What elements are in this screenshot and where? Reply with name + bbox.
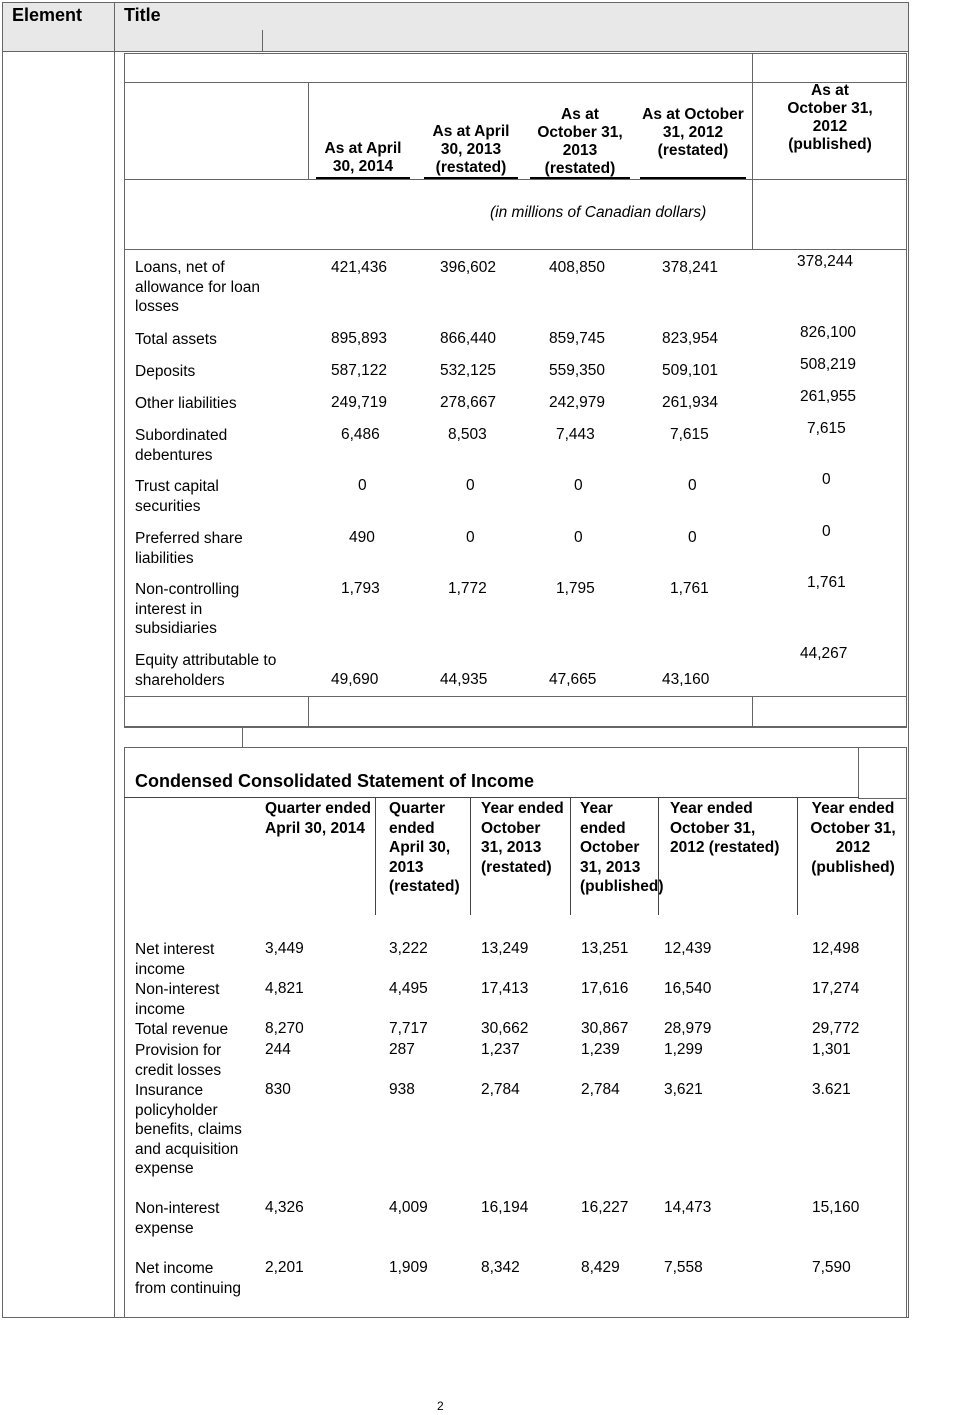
income-value: 1,301 — [812, 1041, 851, 1058]
income-col-header: Quarter ended April 30, 2013 (restated) — [389, 800, 460, 895]
income-row-label: Total revenue — [135, 1021, 229, 1038]
balance-vline — [752, 53, 753, 249]
balance-value: 261,934 — [662, 394, 719, 411]
income-header-vline — [658, 797, 659, 915]
income-col-header: Quarter ended April 30, 2014 — [265, 800, 371, 837]
balance-row-label: Non-controlling interest in subsidiaries — [135, 581, 240, 637]
income-value: 3.621 — [812, 1081, 851, 1098]
income-value: 4,821 — [265, 980, 304, 997]
income-row-label: Insurance policyholder benefits, claims and acquisition expense — [135, 1082, 242, 1177]
balance-value: 261,955 — [800, 388, 857, 405]
separator-vline — [242, 727, 243, 747]
income-row-label: Net income from continuing — [135, 1260, 241, 1297]
income-value: 2,784 — [581, 1081, 620, 1098]
balance-value: 378,244 — [797, 253, 854, 270]
balance-row-label: Equity attributable to shareholders — [135, 652, 277, 689]
balance-value: 8,503 — [448, 426, 487, 443]
balance-row-label: Other liabilities — [135, 395, 237, 412]
income-value: 16,540 — [664, 980, 712, 997]
income-value: 3,449 — [265, 940, 304, 957]
balance-row-label: Trust capital securities — [135, 478, 219, 515]
income-header-line — [124, 797, 859, 798]
balance-value: 0 — [822, 471, 831, 488]
income-row-label: Net interest income — [135, 941, 215, 978]
income-value: 8,270 — [265, 1020, 304, 1037]
balance-value: 823,954 — [662, 330, 719, 347]
balance-value: 490 — [349, 529, 375, 546]
balance-value: 895,893 — [331, 330, 388, 347]
balance-value: 378,241 — [662, 259, 719, 276]
header-element: Element — [12, 5, 83, 25]
balance-value: 47,665 — [549, 671, 597, 688]
income-value: 1,237 — [481, 1041, 520, 1058]
balance-value: 509,101 — [662, 362, 719, 379]
balance-value: 508,219 — [800, 356, 857, 373]
income-value: 244 — [265, 1041, 291, 1058]
income-value: 7,558 — [664, 1259, 703, 1276]
income-value: 13,249 — [481, 940, 529, 957]
income-value: 12,498 — [812, 940, 860, 957]
balance-value: 859,745 — [549, 330, 606, 347]
header-underline — [530, 177, 630, 179]
balance-row-label: Deposits — [135, 363, 196, 380]
balance-value: 866,440 — [440, 330, 497, 347]
balance-col-header: As at April 30, 2014 — [324, 140, 402, 175]
income-title: Condensed Consolidated Statement of Income — [135, 771, 535, 791]
balance-value: 1,795 — [556, 580, 595, 597]
units-caption: (in millions of Canadian dollars) — [490, 204, 707, 221]
balance-value: 826,100 — [800, 324, 857, 341]
balance-vline — [308, 696, 309, 727]
balance-row-label: Total assets — [135, 331, 217, 348]
balance-row-label: Subordinated debentures — [135, 427, 228, 464]
income-row-label: Non-interest expense — [135, 1200, 220, 1237]
income-col-header: Year ended October 31, 2012 (published) — [810, 800, 896, 876]
balance-value: 0 — [688, 529, 697, 546]
balance-value: 6,486 — [341, 426, 380, 443]
balance-units-bottom — [124, 249, 907, 250]
income-value: 938 — [389, 1081, 415, 1098]
balance-value: 7,443 — [556, 426, 595, 443]
balance-col-header: As at April 30, 2013 (restated) — [432, 123, 510, 176]
income-value: 2,201 — [265, 1259, 304, 1276]
income-value: 7,590 — [812, 1259, 851, 1276]
balance-value: 43,160 — [662, 671, 710, 688]
balance-value: 0 — [466, 477, 475, 494]
balance-value: 1,761 — [807, 574, 846, 591]
balance-value: 278,667 — [440, 394, 497, 411]
income-header-vline — [570, 797, 571, 915]
income-value: 28,979 — [664, 1020, 712, 1037]
balance-value: 0 — [688, 477, 697, 494]
income-value: 1,909 — [389, 1259, 428, 1276]
balance-value: 396,602 — [440, 259, 497, 276]
income-value: 4,495 — [389, 980, 428, 997]
income-value: 3,222 — [389, 940, 428, 957]
income-row-label: Non-interest income — [135, 981, 220, 1018]
balance-value: 7,615 — [670, 426, 709, 443]
income-col-header: Year ended October 31, 2013 (restated) — [481, 800, 564, 876]
income-value: 14,473 — [664, 1199, 712, 1216]
balance-value: 242,979 — [549, 394, 606, 411]
column-divider — [114, 52, 115, 1318]
income-value: 16,227 — [581, 1199, 629, 1216]
header-underline — [316, 177, 410, 179]
balance-value: 587,122 — [331, 362, 388, 379]
balance-value: 0 — [574, 529, 583, 546]
income-value: 30,867 — [581, 1020, 629, 1037]
balance-body-bottom — [124, 696, 907, 697]
header-underline — [640, 177, 746, 179]
income-value: 30,662 — [481, 1020, 529, 1037]
balance-value: 1,793 — [341, 580, 380, 597]
income-row-label: Provision for credit losses — [135, 1042, 222, 1079]
balance-value: 0 — [822, 523, 831, 540]
balance-value: 7,615 — [807, 420, 846, 437]
income-col-header: Year ended October 31, 2013 (published) — [580, 800, 664, 895]
income-value: 8,342 — [481, 1259, 520, 1276]
balance-value: 0 — [466, 529, 475, 546]
income-value: 287 — [389, 1041, 415, 1058]
balance-value: 1,761 — [670, 580, 709, 597]
balance-value: 421,436 — [331, 259, 388, 276]
balance-row-label: Preferred share liabilities — [135, 530, 243, 567]
header-title: Title — [124, 5, 161, 25]
income-value: 16,194 — [481, 1199, 529, 1216]
income-title-vline — [858, 747, 859, 798]
income-value: 13,251 — [581, 940, 629, 957]
balance-value: 0 — [358, 477, 367, 494]
balance-value: 249,719 — [331, 394, 388, 411]
income-value: 3,621 — [664, 1081, 703, 1098]
balance-value: 559,350 — [549, 362, 606, 379]
balance-value: 44,935 — [440, 671, 488, 688]
balance-col-header: As at October 31, 2013 (restated) — [537, 106, 623, 177]
page-number: 2 — [437, 1399, 444, 1413]
income-value: 29,772 — [812, 1020, 860, 1037]
balance-header-bottom — [124, 179, 907, 180]
income-value: 4,009 — [389, 1199, 428, 1216]
balance-value: 1,772 — [448, 580, 487, 597]
balance-value: 49,690 — [331, 671, 379, 688]
income-header-vline — [797, 797, 798, 915]
income-value: 17,616 — [581, 980, 629, 997]
income-value: 830 — [265, 1081, 291, 1098]
income-value: 17,274 — [812, 980, 860, 997]
income-value: 4,326 — [265, 1199, 304, 1216]
income-value: 1,299 — [664, 1041, 703, 1058]
header-divider — [114, 2, 115, 52]
income-value: 15,160 — [812, 1199, 860, 1216]
header-underline — [424, 177, 518, 179]
income-header-vline — [375, 797, 376, 915]
balance-value: 532,125 — [440, 362, 497, 379]
balance-vline — [752, 696, 753, 727]
income-col-header: Year ended October 31, 2012 (restated) — [670, 800, 780, 856]
header-divider-2 — [262, 30, 263, 52]
balance-col-header: As at October 31, 2012 (restated) — [642, 106, 744, 159]
income-value: 7,717 — [389, 1020, 428, 1037]
income-value: 17,413 — [481, 980, 529, 997]
income-header-vline — [470, 797, 471, 915]
income-value: 8,429 — [581, 1259, 620, 1276]
balance-col-header: As at October 31, 2012 (published) — [787, 82, 873, 153]
balance-value: 408,850 — [549, 259, 606, 276]
balance-row-label: Loans, net of allowance for loan losses — [135, 259, 260, 315]
income-value: 1,239 — [581, 1041, 620, 1058]
income-value: 2,784 — [481, 1081, 520, 1098]
balance-value: 44,267 — [800, 645, 848, 662]
balance-value: 0 — [574, 477, 583, 494]
income-value: 12,439 — [664, 940, 712, 957]
balance-vline — [308, 82, 309, 179]
